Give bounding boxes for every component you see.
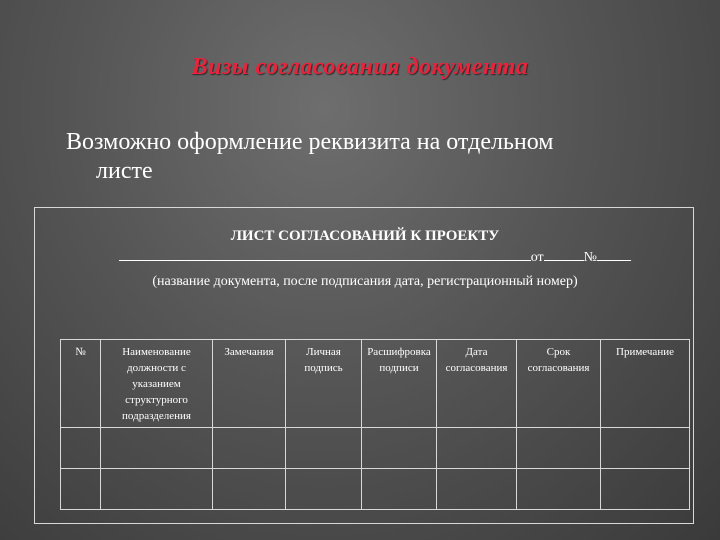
column-header-signature: Личная подпись: [286, 340, 362, 428]
column-header-remarks: Замечания: [213, 340, 286, 428]
column-header-approval-term: Срок согласования: [517, 340, 601, 428]
number-label: №: [583, 250, 597, 265]
table-cell: [362, 428, 437, 469]
table-cell: [213, 469, 286, 510]
table-cell: [437, 428, 517, 469]
table-cell: [362, 469, 437, 510]
table-cell: [286, 428, 362, 469]
table-row: [61, 469, 690, 510]
table-cell: [517, 428, 601, 469]
date-blank: [544, 260, 584, 261]
column-header-note: Примечание: [601, 340, 690, 428]
table-cell: [61, 469, 101, 510]
approval-sheet-frame: [34, 207, 694, 524]
table-cell: [61, 428, 101, 469]
table-cell: [286, 469, 362, 510]
table-row: [61, 428, 690, 469]
table-cell: [517, 469, 601, 510]
column-header-position: Наименование должности с указанием структурного подразделения: [101, 340, 213, 428]
sheet-title: ЛИСТ СОГЛАСОВАНИЙ К ПРОЕКТУ: [230, 228, 500, 244]
slide-title: Визы согласования документа: [191, 54, 529, 80]
body-text-line-2: листе: [96, 158, 153, 184]
document-name-blank: [119, 260, 531, 261]
approval-table: [60, 339, 690, 510]
table-cell: [101, 469, 213, 510]
column-header-approval-date: Дата согласования: [437, 340, 517, 428]
table-cell: [101, 428, 213, 469]
column-header-signature-decoding: Расшифровка подписи: [362, 340, 437, 428]
table-cell: [437, 469, 517, 510]
document-name-line: [91, 250, 631, 270]
number-blank: [597, 260, 631, 261]
body-text-line-1: Возможно оформление реквизита на отдельном: [66, 129, 554, 155]
column-header-number: №: [61, 340, 101, 428]
sheet-note: (название документа, после подписания дата, регистрационный номер): [152, 274, 578, 289]
table-cell: [601, 469, 690, 510]
body-text: [66, 128, 666, 186]
table-header-row: [61, 340, 690, 428]
table-cell: [213, 428, 286, 469]
table-cell: [601, 428, 690, 469]
from-label: от: [530, 250, 544, 265]
